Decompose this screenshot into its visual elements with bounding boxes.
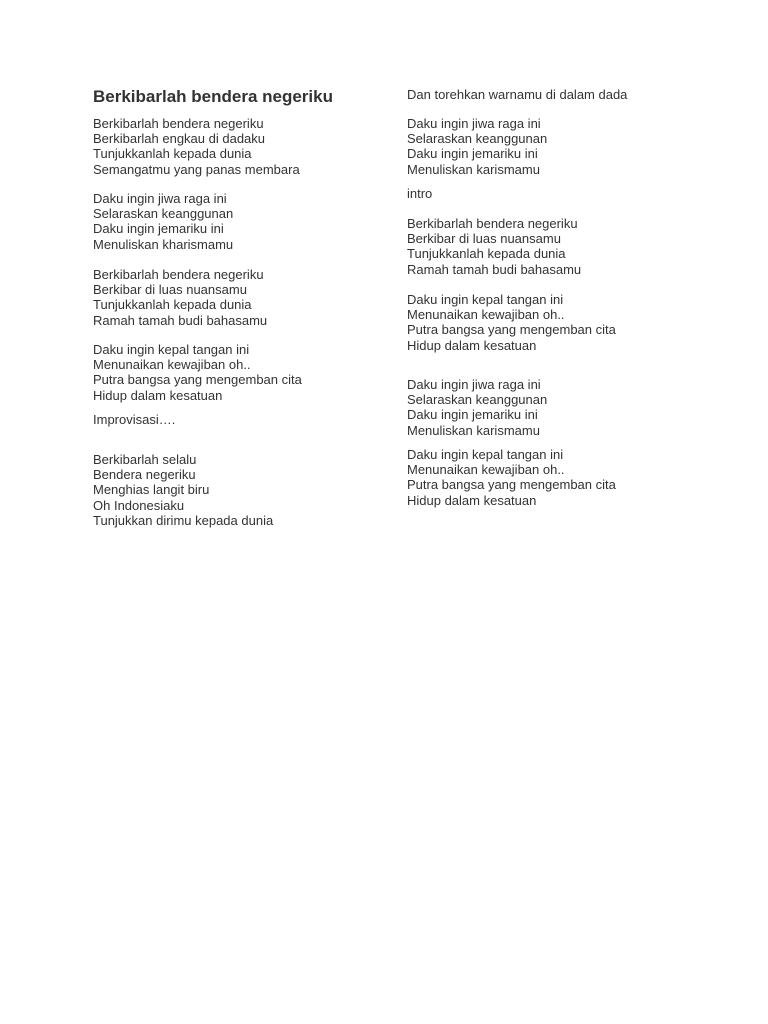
song-title: Berkibarlah bendera negeriku [93,87,333,106]
lyric-line: Menunaikan kewajiban oh.. [93,357,251,373]
stanza-left-6 [93,452,273,528]
stanza-left-1 [93,116,300,177]
lyric-line: Daku ingin jiwa raga ini [93,191,227,206]
lyric-line: Hidup dalam kesatuan [93,387,223,403]
lyric-line: Hidup dalam kesatuan [407,337,537,353]
lyric-line: Tunjukkanlah kepada dunia [93,297,252,313]
lyric-line: Daku ingin kepal tangan ini [93,342,250,357]
lyric-line: Tunjukkanlah kepada dunia [407,246,566,262]
stanza-right-2 [407,116,547,177]
lyric-line: Daku ingin jiwa raga ini [407,377,541,392]
lyric-line: Berkibarlah bendera negeriku [93,116,264,131]
lyric-line: Menghias langit biru [93,482,210,498]
stanza-right-6 [407,377,547,438]
stanza-right-4 [407,216,581,277]
stanza-left-5 [93,412,175,427]
lyric-line: Oh Indonesiaku [93,497,185,513]
lyric-line: Menuliskan karismamu [407,422,540,438]
lyric-line: intro [407,186,433,201]
stanza-left-2 [93,191,233,252]
lyric-line: Daku ingin kepal tangan ini [407,292,564,307]
stanza-right-5 [407,292,616,353]
lyric-line: Daku ingin kepal tangan ini [407,447,564,462]
stanza-left-3 [93,267,267,328]
stanza-right-7 [407,447,616,508]
lyric-line: Putra bangsa yang mengemban cita [93,372,302,388]
lyric-line: Selaraskan keanggunan [407,392,548,408]
lyric-line: Semangatmu yang panas membara [93,161,300,177]
lyric-line: Putra bangsa yang mengemban cita [407,477,616,493]
lyric-line: Tunjukkan dirimu kepada dunia [93,512,274,528]
lyric-line: Berkibar di luas nuansamu [93,282,247,298]
lyric-line: Daku ingin jemariku ini [407,407,538,423]
lyric-line: Berkibarlah bendera negeriku [93,267,264,282]
lyric-line: Daku ingin jemariku ini [407,146,538,162]
lyric-line: Daku ingin jiwa raga ini [407,116,541,131]
lyric-line: Menuliskan karismamu [407,161,540,177]
lyric-line: Ramah tamah budi bahasamu [407,261,582,277]
lyric-line: Berkibar di luas nuansamu [407,231,561,247]
stanza-right-3 [407,186,432,201]
lyric-line: Hidup dalam kesatuan [407,492,537,508]
lyric-line: Tunjukkanlah kepada dunia [93,146,252,162]
lyric-line: Berkibarlah selalu [93,452,197,467]
lyric-line: Dan torehkan warnamu di dalam dada [407,87,628,102]
lyric-line: Ramah tamah budi bahasamu [93,312,268,328]
lyric-line: Menunaikan kewajiban oh.. [407,307,565,323]
lyric-line: Menuliskan kharismamu [93,236,234,252]
lyric-line: Selaraskan keanggunan [93,206,234,222]
lyric-line: Daku ingin jemariku ini [93,221,224,237]
stanza-left-4 [93,342,302,403]
lyric-line: Putra bangsa yang mengemban cita [407,322,616,338]
lyric-line: Bendera negeriku [93,467,196,483]
lyric-line: Berkibarlah bendera negeriku [407,216,578,231]
stanza-right-1 [407,87,627,102]
lyric-line: Improvisasi…. [93,412,176,427]
lyric-line: Selaraskan keanggunan [407,131,548,147]
lyric-line: Berkibarlah engkau di dadaku [93,131,266,147]
lyric-line: Menunaikan kewajiban oh.. [407,462,565,478]
